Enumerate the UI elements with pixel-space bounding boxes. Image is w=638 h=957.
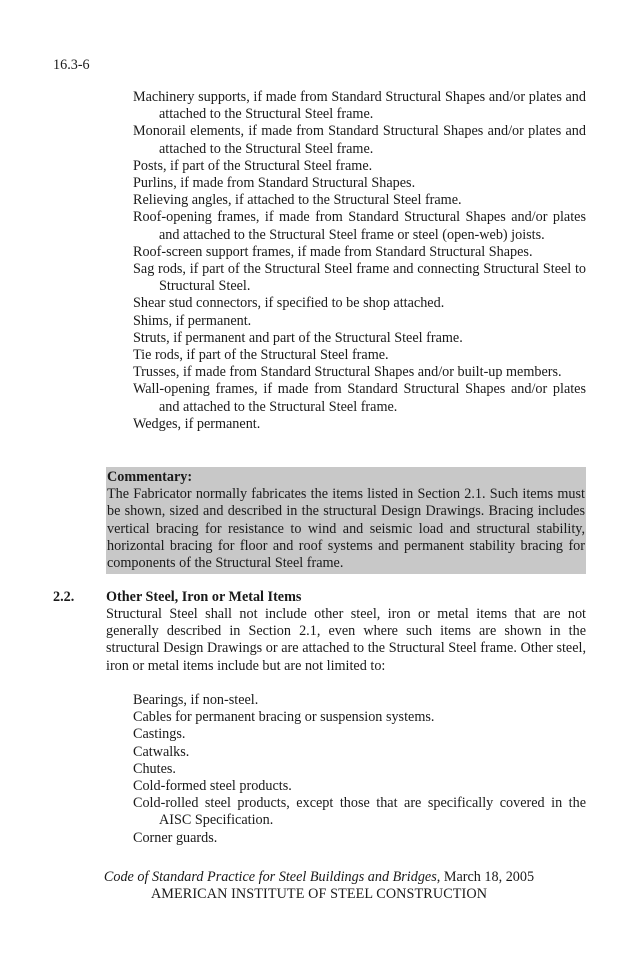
list-item: Catwalks. [133,743,190,760]
list-item: Wall-opening frames, if made from Standard Structural Shapes and/or plates and attached to the Structural Steel frame. [133,381,586,415]
list-item: Posts, if part of the Structural Steel frame. [133,157,373,174]
commentary-box [106,467,586,574]
commentary-title: Commentary: [107,469,193,485]
list-item: Corner guards. [133,829,218,846]
list-item: Roof-opening frames, if made from Standard Structural Shapes and/or plates and attached to the Structural Steel frame or steel (open-web) joists. [133,209,586,243]
list-item: Shear stud connectors, if specified to be shop attached. [133,295,445,312]
list-item: Chutes. [133,760,176,777]
list-item: Wedges, if permanent. [133,415,261,432]
list-item: Purlins, if made from Standard Structural Shapes. [133,175,416,192]
list-item: Sag rods, if part of the Structural Steel frame and connecting Structural Steel to Structural Steel. [133,261,586,295]
steel-items-list [133,89,586,433]
list-item: Machinery supports, if made from Standard Structural Shapes and/or plates and attached to the Structural Steel frame. [133,89,586,123]
list-item: Monorail elements, if made from Standard Structural Shapes and/or plates and attached to the Structural Steel frame. [133,123,586,157]
list-item: Roof-screen support frames, if made from Standard Structural Shapes. [133,243,533,260]
footer-publisher: AMERICAN INSTITUTE OF STEEL CONSTRUCTION [150,886,488,903]
list-item: Trusses, if made from Standard Structural Shapes and/or built-up members. [133,364,562,381]
list-item: Relieving angles, if attached to the Structural Steel frame. [133,192,462,209]
other-items-list [133,692,586,847]
list-item: Tie rods, if part of the Structural Steel frame. [133,347,389,364]
section-title: Other Steel, Iron or Metal Items [106,589,302,605]
section-number: 2.2. [53,589,75,605]
list-item: Struts, if permanent and part of the Structural Steel frame. [133,329,463,346]
section-paragraph: Structural Steel shall not include other steel, iron or metal items that are not generally described in Section 2.1, even where such items are shown in the structural Design Drawings or are attached to the Structural Steel frame. Other steel, iron or metal items include but are not limited to: [106,606,586,674]
list-item: Cables for permanent bracing or suspension systems. [133,709,435,726]
page-number: 16.3-6 [53,57,90,73]
list-item: Bearings, if non-steel. [133,692,259,708]
footer-date: , March 18, 2005 [436,869,535,885]
list-item: Shims, if permanent. [133,312,252,329]
footer-doc-title: Code of Standard Practice for Steel Buildings and Bridges [103,869,437,885]
list-item: Cold-rolled steel products, except those that are specifically covered in the AISC Specification. [133,795,586,829]
list-item: Castings. [133,726,186,743]
list-item: Cold-formed steel products. [133,778,292,795]
page-footer [0,869,638,903]
footer-citation [0,869,638,886]
commentary-text: The Fabricator normally fabricates the items listed in Section 2.1. Such items must be shown, sized and described in the structural Design Drawings. Bracing includes vertical bracing for resistance to wind and seismic load and structural stability, horizontal bracing for floor and roof systems and permanent stability bracing for components of the Structural Steel frame. [107,486,585,572]
